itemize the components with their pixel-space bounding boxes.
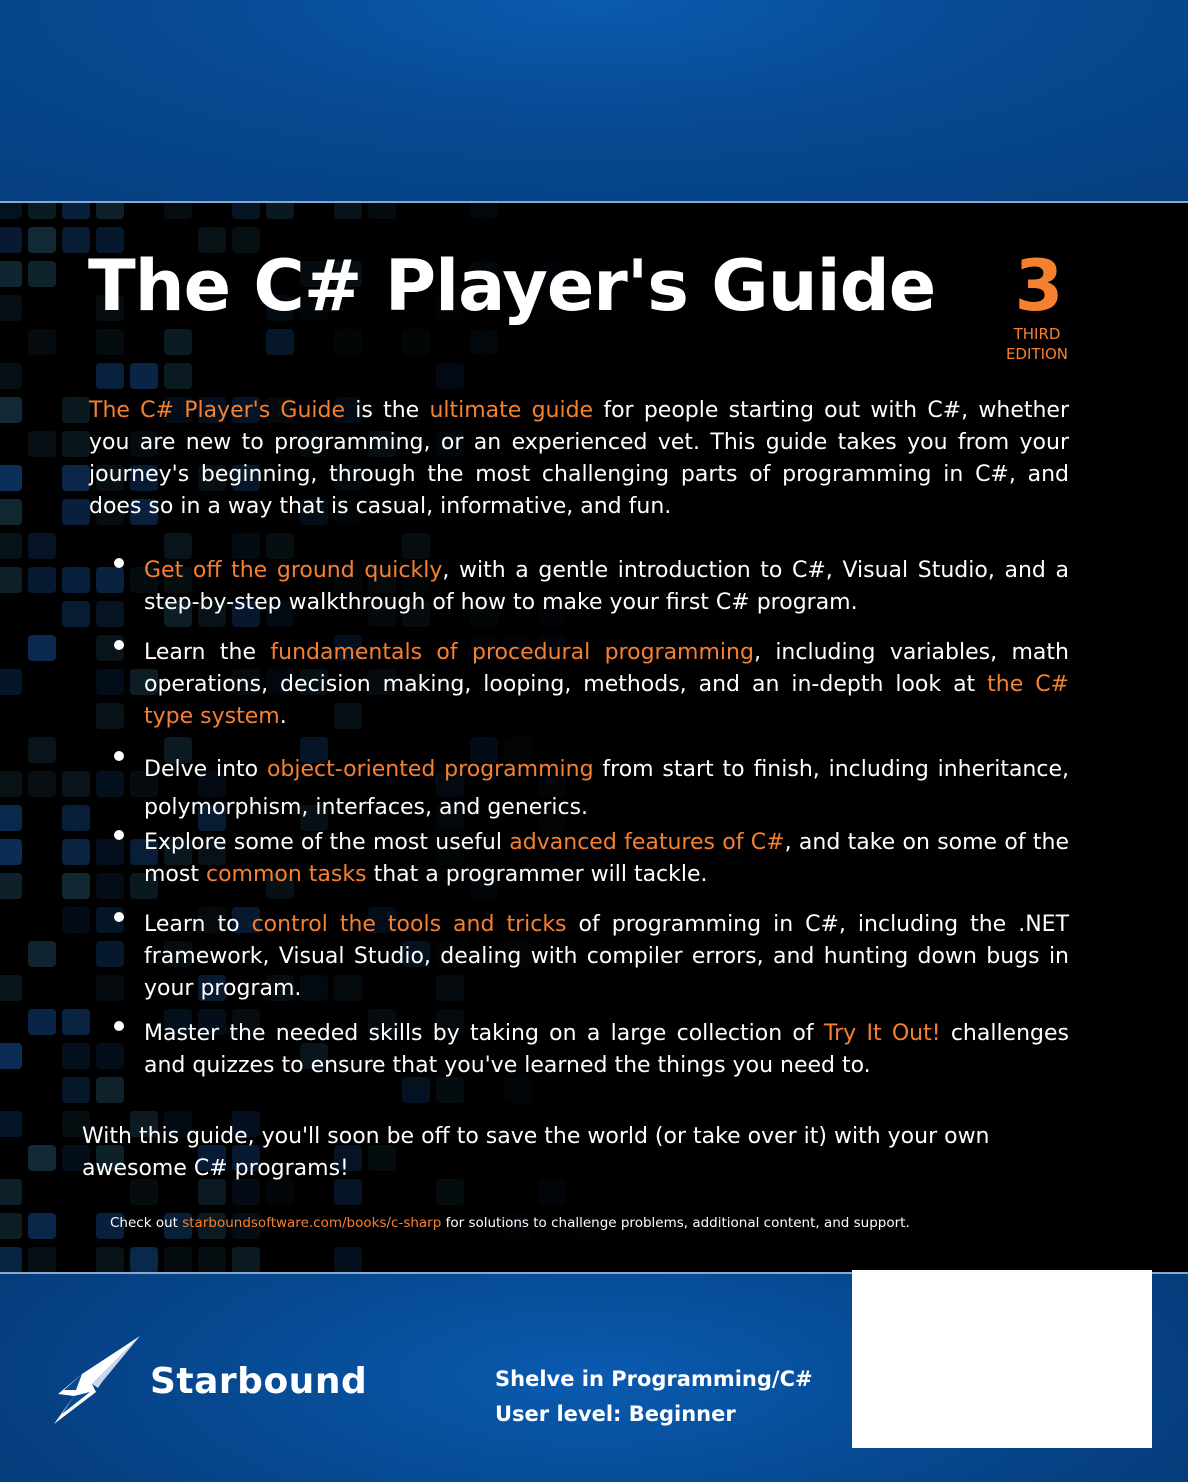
website-note-text: Check out <box>110 1215 183 1231</box>
tile-decoration <box>28 261 56 287</box>
tile-decoration <box>28 567 56 593</box>
tile-decoration <box>28 1009 56 1035</box>
edition-label-line2: EDITION <box>1005 345 1069 363</box>
tile-decoration <box>0 839 22 865</box>
tile-decoration <box>436 363 464 389</box>
tile-decoration <box>164 363 192 389</box>
tile-decoration <box>368 203 396 219</box>
feature-highlight: Get off the ground quickly <box>144 558 443 583</box>
tile-decoration <box>0 533 22 559</box>
top-blue-band <box>0 0 1188 201</box>
intro-paragraph <box>89 395 1069 523</box>
tile-decoration <box>96 329 124 355</box>
intro-highlight: ultimate guide <box>429 398 594 423</box>
publisher-name: Starbound <box>150 1361 368 1402</box>
feature-text: of programming in C#, including the .NET framework, Visual Studio, dealing with compiler errors, and hunting down bugs in your program. <box>144 912 1070 1001</box>
tile-decoration <box>402 329 430 355</box>
website-link[interactable]: starboundsoftware.com/books/c-sharp <box>182 1215 442 1231</box>
tile-decoration <box>0 873 22 899</box>
tile-decoration <box>28 533 56 559</box>
feature-item <box>112 827 1069 891</box>
tile-decoration <box>62 907 90 933</box>
feature-highlight: the C# type system <box>144 672 1069 729</box>
tile-decoration <box>28 771 56 797</box>
closing-paragraph: With this guide, you'll soon be off to save the world (or take over it) with your own awesome C# programs! <box>82 1124 990 1181</box>
tile-decoration <box>0 805 22 831</box>
feature-list <box>112 555 1069 1082</box>
edition-label-line1: THIRD <box>1013 325 1061 343</box>
tile-decoration <box>198 1247 226 1272</box>
feature-item <box>112 637 1069 733</box>
tile-decoration <box>0 363 22 389</box>
tile-decoration <box>62 465 90 491</box>
tile-decoration <box>0 1111 22 1137</box>
website-note-text: for solutions to challenge problems, additional content, and support. <box>441 1215 910 1231</box>
user-level: User level: Beginner <box>495 1402 736 1426</box>
tile-decoration <box>28 227 56 253</box>
feature-highlight: object-oriented programming <box>266 757 594 782</box>
feature-text: challenges and quizzes to ensure that you've learned the things you need to. <box>144 1021 1070 1078</box>
feature-text: Learn the <box>144 640 271 665</box>
tile-decoration <box>62 873 90 899</box>
feature-item <box>112 1018 1069 1082</box>
tile-decoration <box>62 1043 90 1069</box>
starbound-logo-icon <box>52 1334 142 1426</box>
tile-decoration <box>62 203 90 219</box>
feature-highlight: common tasks <box>205 862 367 887</box>
tile-decoration <box>164 329 192 355</box>
intro-book-name: The C# Player's Guide <box>89 398 346 423</box>
tile-decoration <box>470 203 498 219</box>
tile-decoration <box>28 203 56 219</box>
book-title: The C# Player's Guide <box>88 245 936 327</box>
shelve-category: Shelve in Programming/C# <box>495 1367 813 1391</box>
intro-text: for people starting out with C#, whether you are new to programming, or an experienced vet. This guide takes you from your journey's beginning, through the most challenging parts of programming in C#, and does so in a way that is casual, informative, and fun. <box>89 398 1069 519</box>
tile-decoration <box>28 1145 56 1171</box>
feature-highlight: fundamentals of procedural programming <box>270 640 754 665</box>
tile-decoration <box>334 329 362 355</box>
tile-decoration <box>62 499 90 525</box>
intro-text: is the <box>345 398 430 423</box>
feature-text: , and take on some of the most <box>144 830 1069 887</box>
tile-decoration <box>0 499 22 525</box>
tile-decoration <box>164 1247 192 1272</box>
bullet-icon <box>114 640 124 650</box>
tile-decoration <box>96 363 124 389</box>
tile-decoration <box>62 601 90 627</box>
tile-decoration <box>0 1179 22 1205</box>
tile-decoration <box>0 771 22 797</box>
tile-decoration <box>62 227 90 253</box>
website-note <box>110 1213 1070 1233</box>
tile-decoration <box>62 567 90 593</box>
tile-decoration <box>0 397 22 423</box>
feature-text: Delve into <box>144 757 267 782</box>
tile-decoration <box>0 203 22 219</box>
feature-text: , including variables, math operations, decision making, looping, methods, and an in-depth look at <box>144 640 1069 697</box>
shelving-info <box>495 1362 813 1432</box>
feature-highlight: advanced features of C# <box>509 830 785 855</box>
tile-decoration <box>28 635 56 661</box>
edition-label <box>994 324 1080 364</box>
tile-decoration <box>0 669 22 695</box>
tile-decoration <box>164 203 192 219</box>
bullet-icon <box>114 558 124 568</box>
tile-decoration <box>28 329 56 355</box>
tile-decoration <box>266 203 294 219</box>
bullet-icon <box>114 751 124 761</box>
tile-decoration <box>28 431 56 457</box>
tile-decoration <box>28 1213 56 1239</box>
tile-decoration <box>28 1247 56 1272</box>
feature-item <box>112 751 1069 820</box>
tile-decoration <box>0 465 22 491</box>
tile-decoration <box>0 227 22 253</box>
feature-text: . <box>279 704 287 729</box>
tile-decoration <box>96 1247 124 1272</box>
tile-decoration <box>232 1247 260 1272</box>
tile-decoration <box>0 1043 22 1069</box>
edition-number: 3 <box>1014 245 1064 327</box>
tile-decoration <box>0 261 22 287</box>
feature-text: that a programmer will tackle. <box>366 862 708 887</box>
feature-highlight: control the tools and tricks <box>251 912 567 937</box>
tile-decoration <box>62 397 90 423</box>
bullet-icon <box>114 830 124 840</box>
feature-item <box>112 909 1069 1005</box>
tile-decoration <box>0 1247 22 1272</box>
tile-decoration <box>334 203 362 219</box>
tile-decoration <box>0 567 22 593</box>
tile-decoration <box>28 941 56 967</box>
tile-decoration <box>28 737 56 763</box>
tile-decoration <box>0 975 22 1001</box>
tile-decoration <box>334 1247 362 1272</box>
feature-text: from start to finish, including inheritance, polymorphism, interfaces, and generics. <box>144 757 1069 820</box>
tile-decoration <box>96 203 124 219</box>
tile-decoration <box>232 203 260 219</box>
feature-highlight: Try It Out! <box>823 1021 941 1046</box>
tile-decoration <box>62 431 90 457</box>
tile-decoration <box>62 1077 90 1103</box>
feature-text: , with a gentle introduction to C#, Visual Studio, and a step-by-step walkthrough of how to make your first C# program. <box>144 558 1069 615</box>
bullet-icon <box>114 912 124 922</box>
tile-decoration <box>130 1247 158 1272</box>
feature-text: Explore some of the most useful <box>144 830 510 855</box>
tile-decoration <box>62 1009 90 1035</box>
tile-decoration <box>130 363 158 389</box>
tile-decoration <box>0 1213 22 1239</box>
feature-text: Learn to <box>144 912 252 937</box>
feature-item <box>112 555 1069 619</box>
tile-decoration <box>0 295 22 321</box>
bullet-icon <box>114 1021 124 1031</box>
tile-decoration <box>62 771 90 797</box>
barcode-area <box>852 1270 1152 1448</box>
tile-decoration <box>266 329 294 355</box>
tile-decoration <box>470 329 498 355</box>
tile-decoration <box>62 805 90 831</box>
feature-text: Master the needed skills by taking on a large collection of <box>144 1021 824 1046</box>
tile-decoration <box>62 839 90 865</box>
